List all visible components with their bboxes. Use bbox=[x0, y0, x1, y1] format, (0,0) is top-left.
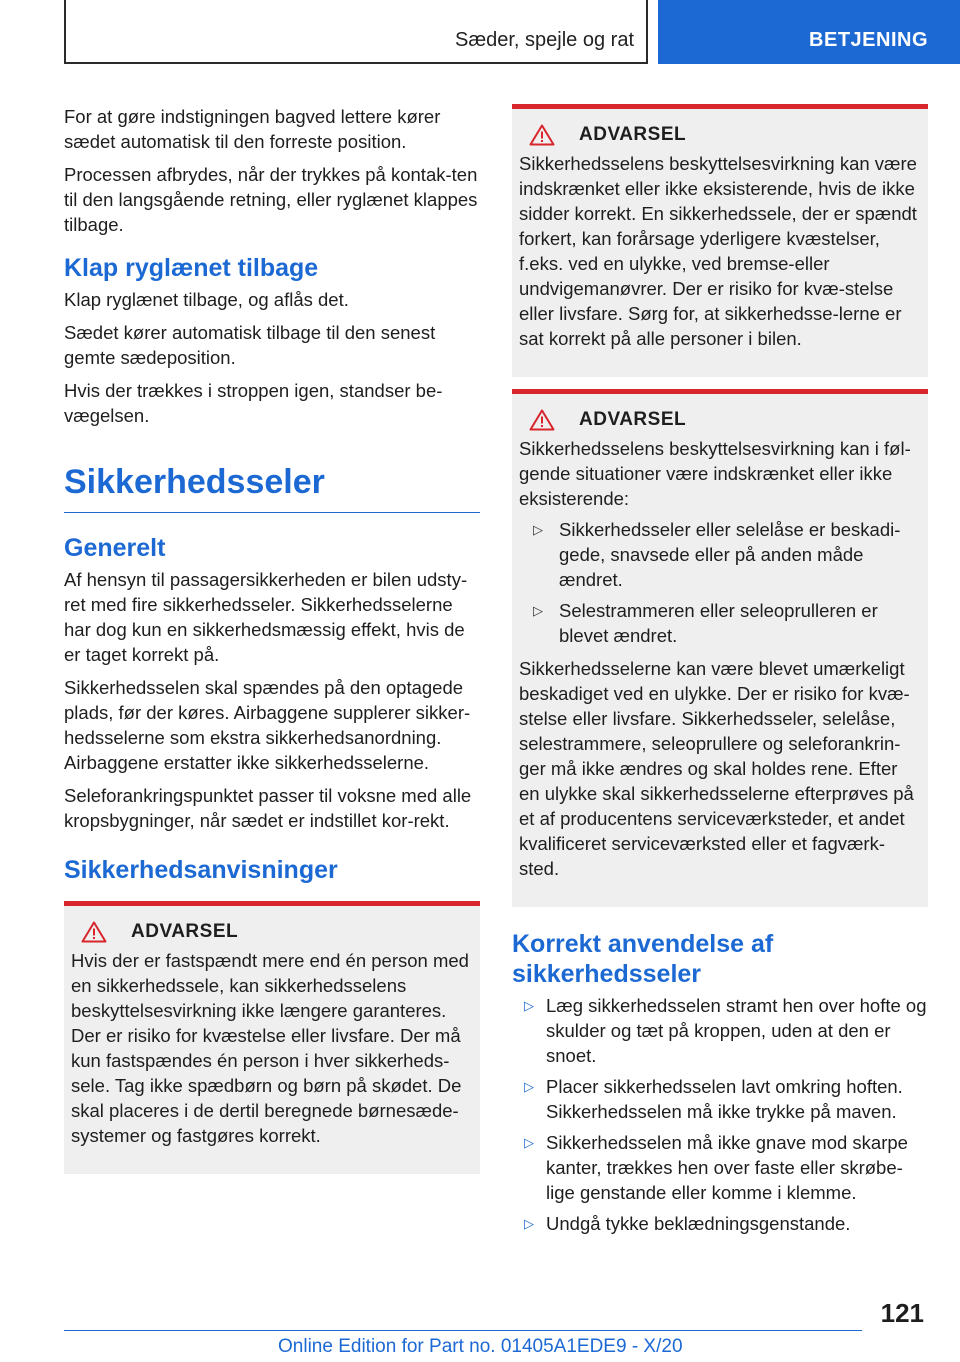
list-item bbox=[519, 598, 921, 648]
header-section-tab bbox=[658, 0, 960, 64]
klap-paragraph-1: Klap ryglænet tilbage, og aflås det. bbox=[64, 289, 349, 310]
list-item-text: Selestrammeren eller seleoprulleren er blevet ændret. bbox=[559, 600, 878, 646]
klap-paragraph-3: Hvis der trækkes i stroppen igen, standser be-vægelsen. bbox=[64, 380, 443, 426]
generelt-paragraph-2: Sikkerhedsselen skal spændes på den optagede plads, før der køres. Airbaggene supplerer sikker-hedsselerne som ekstra sikkerhedsanordning. Airbaggene erstatter ikke sikkerhedsselerne. bbox=[64, 677, 471, 773]
list-item-text: Sikkerhedsselen må ikke gnave mod skarpe kanter, trækkes hen over faste eller skrøbe-lige genstande eller komme i klemme. bbox=[546, 1132, 908, 1203]
list-item bbox=[512, 1211, 928, 1236]
warning-text: Sikkerhedsselerne kan være blevet umærkeligt beskadiget ved en ulykke. Der er risiko for kvæ-stelse eller livsfare. Sikkerhedsseler, selelåse, selestrammere, seleoprullere og seleforankrin-ger må ikke ændres og skal holdes rene. Efter en ulykke skal sikkerhedsselerne efterprøves på et af producentens serviceværksteder, et andet kvalificeret serviceværksted eller et fagværk-sted. bbox=[519, 658, 914, 879]
triangle-bullet-icon: ▷ bbox=[524, 998, 534, 1013]
intro-paragraph-2: Processen afbrydes, når der trykkes på kontak-ten til den langsgående retning, eller ryglænet klappes tilbage. bbox=[64, 164, 478, 235]
list-item bbox=[512, 993, 928, 1068]
warning-box-3 bbox=[512, 389, 928, 907]
heading-korrekt-anvendelse: Korrekt anvendelse af sikkerhedsseler bbox=[512, 930, 774, 988]
list-item-text: Placer sikkerhedsselen lavt omkring hoften. Sikkerhedsselen må ikke trykke på maven. bbox=[546, 1076, 903, 1122]
section-label: BETJENING bbox=[809, 29, 928, 51]
heading-klap-ryglaenet: Klap ryglænet tilbage bbox=[64, 254, 319, 282]
heading-sikkerhedsseler: Sikkerhedsseler bbox=[64, 462, 480, 513]
warning-header bbox=[519, 123, 921, 147]
triangle-bullet-icon: ▷ bbox=[524, 1079, 534, 1094]
list-item bbox=[512, 1074, 928, 1124]
list-item-text: Undgå tykke beklædningsgenstande. bbox=[546, 1213, 851, 1234]
korrekt-list bbox=[512, 993, 928, 1236]
warning-label: ADVARSEL bbox=[579, 124, 687, 145]
heading-generelt: Generelt bbox=[64, 534, 166, 562]
warning-header bbox=[71, 920, 473, 944]
left-column bbox=[64, 104, 480, 1174]
list-item-text: Sikkerhedsseler eller selelåse er beskadi-gede, snavsede eller på anden måde ændret. bbox=[559, 519, 901, 590]
warning-triangle-icon bbox=[519, 123, 569, 147]
chapter-title: Sæder, spejle og rat bbox=[455, 29, 634, 51]
warning-list bbox=[519, 517, 921, 648]
intro-paragraph-1: For at gøre indstigningen bagved lettere kører sædet automatisk til den forreste position. bbox=[64, 106, 441, 152]
warning-box-1 bbox=[64, 901, 480, 1174]
right-column bbox=[512, 104, 928, 1244]
page-number: 121 bbox=[880, 1298, 924, 1328]
list-item-text: Læg sikkerhedsselen stramt hen over hofte og skulder og tæt på kroppen, uden at den er snoet. bbox=[546, 995, 927, 1066]
list-item bbox=[519, 517, 921, 592]
heading-sikkerhedsanvisninger: Sikkerhedsanvisninger bbox=[64, 856, 338, 884]
list-item bbox=[512, 1130, 928, 1205]
edition-text: Online Edition for Part no. 01405A1EDE9 - X/20 bbox=[278, 1336, 683, 1357]
warning-text: Hvis der er fastspændt mere end én person med en sikkerhedssele, kan sikkerhedsselens beskyttelsesvirkning ikke længere garanteres. Der er risiko for kvæstelse eller livsfare. Der må kun fastspændes én person i hver sikkerheds-sele. Tag ikke spædbørn og børn på skødet. De skal placeres i de dertil beregnede børnesæde-systemer og fastgøres korrekt. bbox=[71, 950, 469, 1146]
klap-paragraph-2: Sædet kører automatisk tilbage til den senest gemte sædeposition. bbox=[64, 322, 436, 368]
warning-box-2 bbox=[512, 104, 928, 377]
generelt-paragraph-3: Seleforankringspunktet passer til voksne med alle kropsbygninger, når sædet er indstillet kor-rekt. bbox=[64, 785, 472, 831]
generelt-paragraph-1: Af hensyn til passagersikkerheden er bilen udsty-ret med fire sikkerhedsseler. Sikkerhedsselerne har dog kun en sikkerhedsmæssig effekt, hvis de er taget korrekt på. bbox=[64, 569, 468, 665]
warning-header bbox=[519, 408, 921, 432]
header-chapter-box bbox=[64, 0, 648, 64]
triangle-bullet-icon: ▷ bbox=[533, 603, 543, 618]
warning-triangle-icon bbox=[71, 920, 121, 944]
triangle-bullet-icon: ▷ bbox=[524, 1135, 534, 1150]
warning-triangle-icon bbox=[519, 408, 569, 432]
warning-text: Sikkerhedsselens beskyttelsesvirkning kan være indskrænket eller ikke eksisterende, hvis de ikke sidder korrekt. En sikkerhedssele, der er spændt forkert, kan forårsage yderligere kvæstelser, f.eks. ved en ulykke, ved bremse-eller undvigemanøvrer. Der er risiko for kvæ-stelse eller livsfare. Sørg for, at sikkerhedsse-lerne er sat korrekt på alle personer i bilen. bbox=[519, 153, 917, 349]
triangle-bullet-icon: ▷ bbox=[533, 522, 543, 537]
warning-label: ADVARSEL bbox=[579, 409, 687, 430]
warning-intro: Sikkerhedsselens beskyttelsesvirkning kan i føl-gende situationer være indskrænket eller ikke eksisterende: bbox=[519, 438, 911, 509]
triangle-bullet-icon: ▷ bbox=[524, 1216, 534, 1231]
warning-label: ADVARSEL bbox=[131, 921, 239, 942]
footer-divider bbox=[64, 1330, 862, 1331]
